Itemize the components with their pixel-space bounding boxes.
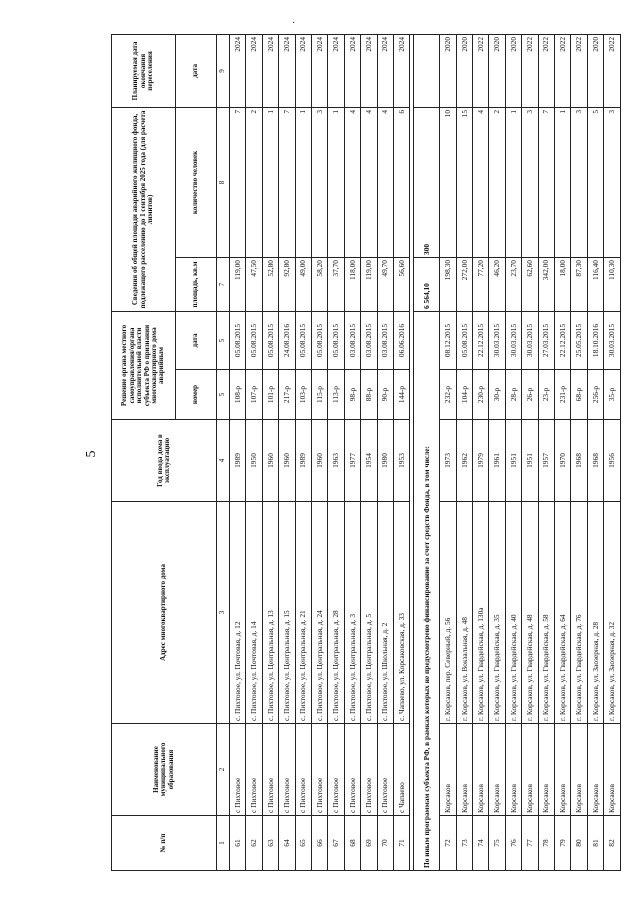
table-row <box>328 34 344 870</box>
planned-year-cell: 2024 <box>377 34 393 107</box>
year-cell: 1968 <box>587 420 603 502</box>
area-cell: 116,40 <box>587 257 603 311</box>
year-cell: 1951 <box>505 420 521 502</box>
section-total-area: 6 564,10 <box>414 257 440 311</box>
header-area: площадь, кв.м <box>176 257 217 311</box>
area-cell: 198,30 <box>440 257 456 311</box>
people-count-cell: 4 <box>361 107 377 257</box>
address-cell: г. Корсаков, ул. Заозерная, д. 32 <box>604 502 620 724</box>
row-number-cell: 61 <box>230 816 246 871</box>
area-cell: 272,00 <box>456 257 472 311</box>
decision-date-cell: 03.08.2015 <box>361 311 377 369</box>
planned-year-cell: 2024 <box>279 34 295 107</box>
decision-date-cell: 27.03.2015 <box>538 311 554 369</box>
table-row <box>361 34 377 870</box>
row-number-cell: 82 <box>604 816 620 871</box>
year-cell: 1960 <box>262 420 278 502</box>
year-cell: 1950 <box>246 420 262 502</box>
planned-year-cell: 2024 <box>328 34 344 107</box>
header-no: № п/п <box>112 816 217 871</box>
address-cell: с. Пихтовое, ул. Центральная, д. 5 <box>361 502 377 724</box>
decision-date-cell: 22.12.2015 <box>473 311 489 369</box>
row-number-cell: 66 <box>311 816 327 871</box>
address-cell: г. Корсаков, ул. Гвардейская, д. 35 <box>489 502 505 724</box>
area-cell: 37,70 <box>328 257 344 311</box>
decision-number-cell: 23-р <box>538 370 554 420</box>
decision-date-cell: 30.03.2015 <box>489 311 505 369</box>
decision-number-cell: 103-р <box>295 370 311 420</box>
decision-number-cell: 144-р <box>393 370 409 420</box>
municipality-cell: с Пихтовое <box>361 724 377 816</box>
year-cell: 1962 <box>456 420 472 502</box>
municipality-cell: Корсаков <box>522 724 538 816</box>
column-number-cell: 8 <box>217 107 230 257</box>
municipality-cell: Корсаков <box>555 724 571 816</box>
decision-number-cell: 107-р <box>246 370 262 420</box>
planned-year-cell: 2022 <box>571 34 587 107</box>
people-count-cell: 15 <box>456 107 472 257</box>
column-number-row <box>217 34 230 870</box>
decision-number-cell: 217-р <box>279 370 295 420</box>
planned-year-cell: 2022 <box>604 34 620 107</box>
row-number-cell: 76 <box>505 816 521 871</box>
planned-year-cell: 2024 <box>361 34 377 107</box>
people-count-cell: 1 <box>262 107 278 257</box>
municipality-cell: с Чапаево <box>393 724 409 816</box>
municipality-cell: с Пихтовое <box>311 724 327 816</box>
people-count-cell: 4 <box>473 107 489 257</box>
decision-number-cell: 231-р <box>555 370 571 420</box>
table-row <box>587 34 603 870</box>
table-row <box>311 34 327 870</box>
row-number-cell: 68 <box>344 816 360 871</box>
table-row <box>456 34 472 870</box>
row-number-cell: 73 <box>456 816 472 871</box>
area-cell: 118,00 <box>344 257 360 311</box>
decision-number-cell: 88-р <box>361 370 377 420</box>
address-cell: с. Пихтовое, ул. Центральная, д. 13 <box>262 502 278 724</box>
table-row <box>489 34 505 870</box>
year-cell: 1951 <box>522 420 538 502</box>
row-number-cell: 69 <box>361 816 377 871</box>
decision-number-cell: 230-р <box>473 370 489 420</box>
area-cell: 58,20 <box>311 257 327 311</box>
address-cell: г. Корсаков, ул. Гвардейская, д. 64 <box>555 502 571 724</box>
people-count-cell: 1 <box>295 107 311 257</box>
year-cell: 1973 <box>440 420 456 502</box>
decision-number-cell: 98-р <box>344 370 360 420</box>
year-cell: 1980 <box>377 420 393 502</box>
decision-date-cell: 05.08.2015 <box>328 311 344 369</box>
municipality-cell: Корсаков <box>440 724 456 816</box>
decision-date-cell: 30.03.2015 <box>522 311 538 369</box>
header-decision: Решение органа местного самоуправления/органа исполнительной власти субъекта РФ о признании многоквартирного дома аварийным <box>112 311 176 419</box>
people-count-cell: 7 <box>538 107 554 257</box>
address-cell: г. Корсаков, ул. Гвардейская, д. 48 <box>522 502 538 724</box>
year-cell: 1961 <box>489 420 505 502</box>
municipality-cell: с Пихтовое <box>295 724 311 816</box>
decision-number-cell: 115-р <box>311 370 327 420</box>
address-cell: г. Корсаков, ул. Гвардейская, д. 58 <box>538 502 554 724</box>
address-cell: с. Чапаево, ул. Корсаковская, д. 33 <box>393 502 409 724</box>
planned-year-cell: 2020 <box>489 34 505 107</box>
address-cell: г. Корсаков, пер. Северный, д. 56 <box>440 502 456 724</box>
decision-number-cell: 113-р <box>328 370 344 420</box>
area-cell: 87,30 <box>571 257 587 311</box>
table-body-korsakov <box>440 34 620 870</box>
planned-year-cell: 2020 <box>505 34 521 107</box>
decision-number-cell: 108-р <box>230 370 246 420</box>
municipality-cell: Корсаков <box>505 724 521 816</box>
decision-number-cell: 104-р <box>456 370 472 420</box>
row-number-cell: 80 <box>571 816 587 871</box>
address-cell: с. Пихтовое, ул. Центральная, д. 3 <box>344 502 360 724</box>
area-cell: 110,30 <box>604 257 620 311</box>
table-row <box>440 34 456 870</box>
municipality-cell: Корсаков <box>473 724 489 816</box>
column-number-cell: 7 <box>217 257 230 311</box>
year-cell: 1963 <box>328 420 344 502</box>
municipality-cell: Корсаков <box>489 724 505 816</box>
people-count-cell: 2 <box>246 107 262 257</box>
municipality-cell: с Пихтовое <box>328 724 344 816</box>
decision-number-cell: 26-р <box>522 370 538 420</box>
planned-year-cell: 2024 <box>311 34 327 107</box>
decision-number-cell: 90-р <box>377 370 393 420</box>
section-label: По иным программам субъекта РФ, в рамках которых не предусмотрено финансирование за счет средств Фонда, в том числе: <box>414 311 440 870</box>
address-cell: с. Пихтовое, ул. Почтовая, д. 14 <box>246 502 262 724</box>
municipality-cell: Корсаков <box>587 724 603 816</box>
column-number-cell: 4 <box>217 420 230 502</box>
decision-date-cell: 08.12.2015 <box>440 311 456 369</box>
planned-year-cell: 2024 <box>344 34 360 107</box>
area-cell: 47,50 <box>246 257 262 311</box>
table-row <box>393 34 409 870</box>
people-count-cell: 4 <box>377 107 393 257</box>
address-cell: г. Корсаков, ул. Вокзальная, д. 48 <box>456 502 472 724</box>
header-info: Сведения об общей площади аварийного жилищного фонда, подлежащего расселению до 1 сентября 2025 года (для расчета лимитов) <box>112 107 176 311</box>
people-count-cell: 2 <box>489 107 505 257</box>
area-cell: 52,80 <box>262 257 278 311</box>
address-cell: г. Корсаков, ул. Гвардейская, д. 130а <box>473 502 489 724</box>
top-mark: · <box>292 18 296 29</box>
address-cell: с. Пихтовое, ул. Почтовая, д. 12 <box>230 502 246 724</box>
row-number-cell: 65 <box>295 816 311 871</box>
planned-year-cell: 2022 <box>555 34 571 107</box>
municipality-cell: Корсаков <box>571 724 587 816</box>
municipality-cell: Корсаков <box>604 724 620 816</box>
decision-number-cell: 101-р <box>262 370 278 420</box>
row-number-cell: 78 <box>538 816 554 871</box>
row-number-cell: 79 <box>555 816 571 871</box>
table-row <box>571 34 587 870</box>
people-count-cell: 3 <box>604 107 620 257</box>
column-number-cell: 1 <box>217 816 230 871</box>
year-cell: 1979 <box>473 420 489 502</box>
decision-date-cell: 24.08.2016 <box>279 311 295 369</box>
section-total-people: 300 <box>414 107 440 257</box>
column-number-cell: 3 <box>217 502 230 724</box>
people-count-cell: 3 <box>571 107 587 257</box>
municipality-cell: Корсаков <box>456 724 472 816</box>
header-planned: Планируемая дата окончания переселения <box>112 34 176 107</box>
year-cell: 1968 <box>571 420 587 502</box>
people-count-cell: 1 <box>505 107 521 257</box>
emergency-housing-table <box>111 34 621 871</box>
year-cell: 1954 <box>361 420 377 502</box>
decision-date-cell: 30.03.2015 <box>604 311 620 369</box>
address-cell: г. Корсаков, ул. Заозерная, д. 28 <box>587 502 603 724</box>
planned-year-cell: 2024 <box>246 34 262 107</box>
decision-date-cell: 05.08.2015 <box>456 311 472 369</box>
planned-year-cell: 2022 <box>522 34 538 107</box>
municipality-cell: с Пихтовое <box>230 724 246 816</box>
column-number-cell: 5 <box>217 311 230 369</box>
header-planned-date: дата <box>176 34 217 107</box>
municipality-cell: с Пихтовое <box>377 724 393 816</box>
header-year: Год ввода дома в эксплуатацию <box>112 420 217 502</box>
table-row <box>604 34 620 870</box>
municipality-cell: с Пихтовое <box>262 724 278 816</box>
section-row-other-programs <box>414 34 440 870</box>
area-cell: 92,80 <box>279 257 295 311</box>
area-cell: 49,70 <box>377 257 393 311</box>
municipality-cell: с Пихтовое <box>246 724 262 816</box>
table-row <box>505 34 521 870</box>
column-number-cell: 9 <box>217 34 230 107</box>
area-cell: 56,60 <box>393 257 409 311</box>
year-cell: 1953 <box>393 420 409 502</box>
decision-date-cell: 05.08.2015 <box>246 311 262 369</box>
row-number-cell: 75 <box>489 816 505 871</box>
decision-number-cell: 35-р <box>604 370 620 420</box>
people-count-cell: 7 <box>230 107 246 257</box>
row-number-cell: 77 <box>522 816 538 871</box>
page-number: 5 <box>84 450 99 458</box>
decision-date-cell: 06.06.2016 <box>393 311 409 369</box>
document-page <box>111 35 617 871</box>
column-number-cell: 5 <box>217 370 230 420</box>
address-cell: г. Корсаков, ул. Гвардейская, д. 40 <box>505 502 521 724</box>
people-count-cell: 1 <box>555 107 571 257</box>
area-cell: 342,00 <box>538 257 554 311</box>
table-row <box>377 34 393 870</box>
section-empty-cell <box>414 34 440 107</box>
municipality-cell: с Пихтовое <box>344 724 360 816</box>
header-decision-date: дата <box>176 311 217 369</box>
decision-date-cell: 05.08.2015 <box>262 311 278 369</box>
address-cell: с. Пихтовое, ул. Центральная, д. 21 <box>295 502 311 724</box>
table-row <box>230 34 246 870</box>
people-count-cell: 7 <box>279 107 295 257</box>
year-cell: 1956 <box>604 420 620 502</box>
planned-year-cell: 2024 <box>230 34 246 107</box>
people-count-cell: 3 <box>311 107 327 257</box>
planned-year-cell: 2024 <box>393 34 409 107</box>
area-cell: 18,00 <box>555 257 571 311</box>
address-cell: с. Пихтовое, ул. Школьная, д. 2 <box>377 502 393 724</box>
row-number-cell: 70 <box>377 816 393 871</box>
row-number-cell: 74 <box>473 816 489 871</box>
table-row <box>246 34 262 870</box>
header-decision-no: номер <box>176 370 217 420</box>
planned-year-cell: 2022 <box>538 34 554 107</box>
table-row <box>555 34 571 870</box>
decision-date-cell: 30.03.2015 <box>505 311 521 369</box>
decision-number-cell: 256-р <box>587 370 603 420</box>
table-row <box>538 34 554 870</box>
table-row <box>522 34 538 870</box>
decision-date-cell: 25.05.2015 <box>571 311 587 369</box>
table-body-pihtovoe <box>230 34 410 870</box>
column-number-cell: 2 <box>217 724 230 816</box>
header-municipality: Наименование муниципального образования <box>112 724 217 816</box>
decision-date-cell: 22.12.2015 <box>555 311 571 369</box>
year-cell: 1960 <box>311 420 327 502</box>
decision-number-cell: 28-р <box>505 370 521 420</box>
people-count-cell: 1 <box>328 107 344 257</box>
planned-year-cell: 2020 <box>456 34 472 107</box>
area-cell: 46,20 <box>489 257 505 311</box>
rotated-table-container <box>111 35 617 871</box>
address-cell: с. Пихтовое, ул. Центральная, д. 24 <box>311 502 327 724</box>
people-count-cell: 10 <box>440 107 456 257</box>
decision-number-cell: 68-р <box>571 370 587 420</box>
planned-year-cell: 2024 <box>295 34 311 107</box>
area-cell: 119,00 <box>230 257 246 311</box>
year-cell: 1957 <box>538 420 554 502</box>
area-cell: 77,20 <box>473 257 489 311</box>
address-cell: с. Пихтовое, ул. Центральная, д. 15 <box>279 502 295 724</box>
year-cell: 1989 <box>295 420 311 502</box>
header-address: Адрес многоквартирного дома <box>112 502 217 724</box>
planned-year-cell: 2022 <box>473 34 489 107</box>
row-number-cell: 67 <box>328 816 344 871</box>
row-number-cell: 62 <box>246 816 262 871</box>
people-count-cell: 5 <box>587 107 603 257</box>
year-cell: 1989 <box>230 420 246 502</box>
area-cell: 62,60 <box>522 257 538 311</box>
decision-date-cell: 05.08.2015 <box>295 311 311 369</box>
municipality-cell: с Пихтовое <box>279 724 295 816</box>
row-number-cell: 72 <box>440 816 456 871</box>
decision-date-cell: 18.10.2016 <box>587 311 603 369</box>
address-cell: г. Корсаков, ул. Гвардейская, д. 76 <box>571 502 587 724</box>
year-cell: 1970 <box>555 420 571 502</box>
table-row <box>344 34 360 870</box>
decision-date-cell: 03.08.2015 <box>344 311 360 369</box>
table-row <box>262 34 278 870</box>
year-cell: 1977 <box>344 420 360 502</box>
row-number-cell: 63 <box>262 816 278 871</box>
decision-date-cell: 05.08.2015 <box>311 311 327 369</box>
planned-year-cell: 2020 <box>440 34 456 107</box>
table-row <box>473 34 489 870</box>
table-row <box>279 34 295 870</box>
row-number-cell: 71 <box>393 816 409 871</box>
section-body <box>410 34 440 870</box>
decision-date-cell: 05.08.2015 <box>230 311 246 369</box>
area-cell: 23,70 <box>505 257 521 311</box>
decision-date-cell: 03.08.2015 <box>377 311 393 369</box>
header-people: количество человек <box>176 107 217 257</box>
decision-number-cell: 30-р <box>489 370 505 420</box>
planned-year-cell: 2024 <box>262 34 278 107</box>
table-row <box>295 34 311 870</box>
people-count-cell: 3 <box>522 107 538 257</box>
decision-number-cell: 232-р <box>440 370 456 420</box>
row-number-cell: 81 <box>587 816 603 871</box>
address-cell: с. Пихтовое, ул. Центральная, д. 28 <box>328 502 344 724</box>
people-count-cell: 6 <box>393 107 409 257</box>
planned-year-cell: 2020 <box>587 34 603 107</box>
area-cell: 119,00 <box>361 257 377 311</box>
row-number-cell: 64 <box>279 816 295 871</box>
municipality-cell: Корсаков <box>538 724 554 816</box>
year-cell: 1960 <box>279 420 295 502</box>
area-cell: 49,00 <box>295 257 311 311</box>
people-count-cell: 4 <box>344 107 360 257</box>
